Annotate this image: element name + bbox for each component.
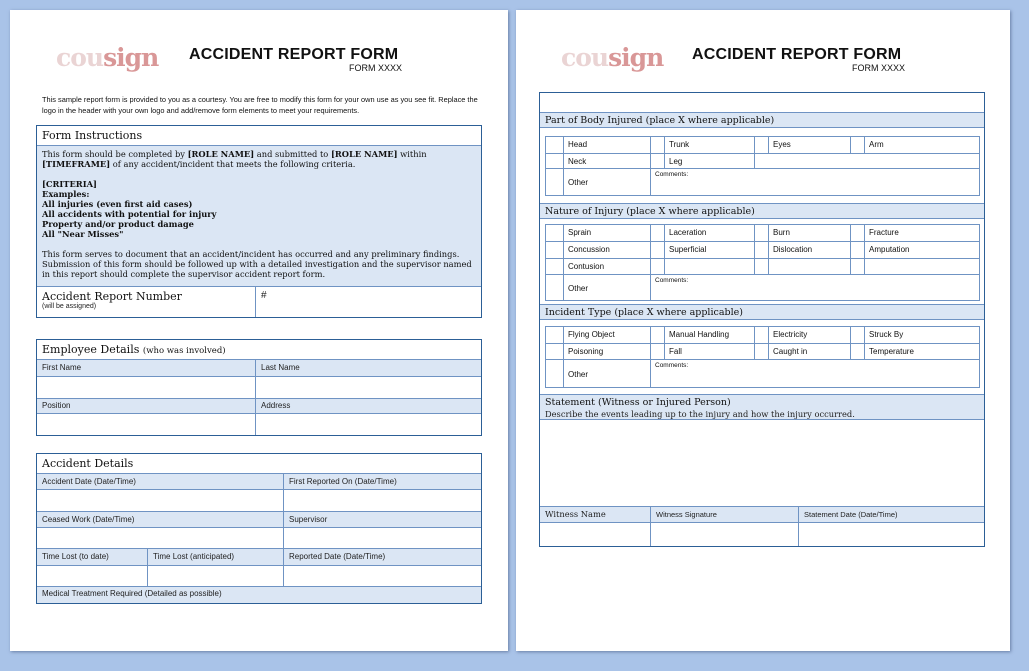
checkbox-other-incident[interactable] bbox=[546, 359, 563, 388]
form-number: FORM XXXX bbox=[349, 63, 403, 73]
checkbox-sprain[interactable] bbox=[546, 225, 563, 241]
option-other-nature: Other bbox=[563, 274, 651, 301]
medical-treatment-label: Medical Treatment Required (Detailed as possible) bbox=[42, 589, 222, 598]
accident-heading: Accident Details bbox=[42, 457, 134, 470]
ceased-work-field[interactable] bbox=[37, 528, 283, 549]
option-arm: Arm bbox=[864, 137, 980, 153]
first-name-field[interactable] bbox=[37, 377, 255, 399]
instructions-text: This form should be completed by [ROLE NAME] and submitted to [ROLE NAME] within [TIMEFRAME] of any accident/incident that meets the following criteria. [CRITERIA] Examples: All injuries (even first aid cases) All accidents with potential for injury Property and/or product damage All "Near Misses" This form serves to document that an accident/incident has occurred and any preliminary findings. Submission of this form should be followed up with a detailed investigation and the supervisor named in this report should complete the supervisor accident report form. bbox=[42, 149, 472, 279]
option-laceration: Laceration bbox=[664, 225, 755, 241]
first-reported-field[interactable] bbox=[283, 490, 481, 512]
address-field[interactable] bbox=[255, 414, 481, 435]
statement-textarea[interactable] bbox=[540, 419, 984, 507]
accident-section: Accident Details Accident Date (Date/Time) First Reported On (Date/Time) Ceased Work (Date/Time) Supervisor Time Lost (to date) Time Lost (anticipated) Reported Date (Date/Time) Medical Treatment Required (Detailed as possible) bbox=[36, 453, 482, 604]
option-trunk: Trunk bbox=[664, 137, 755, 153]
report-number-field[interactable]: # bbox=[255, 287, 481, 317]
option-contusion: Contusion bbox=[563, 258, 651, 275]
option-other-body: Other bbox=[563, 168, 651, 196]
checkbox-temperature[interactable] bbox=[850, 343, 865, 360]
checkbox-head[interactable] bbox=[546, 137, 563, 153]
checkbox-neck[interactable] bbox=[546, 153, 563, 169]
body-parts-grid bbox=[545, 136, 980, 196]
checkbox-fall[interactable] bbox=[650, 343, 665, 360]
option-concussion: Concussion bbox=[563, 241, 651, 259]
nature-comments-field[interactable]: Comments: bbox=[650, 274, 980, 301]
accident-date-field[interactable] bbox=[37, 490, 283, 512]
checkbox-other-body[interactable] bbox=[546, 168, 563, 196]
witness-name-field[interactable] bbox=[540, 523, 650, 546]
checkbox-burn[interactable] bbox=[754, 225, 769, 241]
checkbox-concussion[interactable] bbox=[546, 241, 563, 259]
option-burn: Burn bbox=[768, 225, 851, 241]
option-leg: Leg bbox=[664, 153, 755, 169]
statement-heading: Statement (Witness or Injured Person) bbox=[545, 397, 731, 408]
checkbox-amputation[interactable] bbox=[850, 241, 865, 259]
witness-signature-field[interactable] bbox=[650, 523, 799, 546]
option-temperature: Temperature bbox=[864, 343, 980, 360]
injury-report-container: Part of Body Injured (place X where applicable) Head Trunk Eyes Arm Neck Leg Other Comments: Nature of Injury (place X where applicable) Sprain Laceration Burn Fracture Concussion Superficial Dislocation Amputation Contusion Other Comments: Incident Type (place X where applicable) Flying Object Manual Handling Electricity Struck By Poisoning Fall Caught in Temperature Other Comments: Statement (Witness or Injured Person) Describe the events leading up to the injury and how the injury occurred. Witness Name Witness Signature Statement Date (Date/Time) bbox=[539, 92, 985, 547]
option-head: Head bbox=[563, 137, 651, 153]
incident-type-grid bbox=[545, 326, 980, 388]
checkbox-dislocation[interactable] bbox=[754, 241, 769, 259]
form-page-1 bbox=[10, 10, 508, 651]
supervisor-field[interactable] bbox=[283, 528, 481, 549]
checkbox-laceration[interactable] bbox=[650, 225, 665, 241]
checkbox-poisoning[interactable] bbox=[546, 343, 563, 360]
option-poisoning: Poisoning bbox=[563, 343, 651, 360]
option-dislocation: Dislocation bbox=[768, 241, 851, 259]
statement-description: Describe the events leading up to the injury and how the injury occurred. bbox=[545, 409, 855, 419]
option-other-incident: Other bbox=[563, 359, 651, 388]
option-caught-in: Caught in bbox=[768, 343, 851, 360]
form-title: ACCIDENT REPORT FORM bbox=[692, 46, 902, 63]
option-eyes: Eyes bbox=[768, 137, 851, 153]
checkbox-contusion[interactable] bbox=[546, 258, 563, 275]
checkbox-caught-in[interactable] bbox=[754, 343, 769, 360]
checkbox-manual-handling[interactable] bbox=[650, 327, 665, 343]
checkbox-electricity[interactable] bbox=[754, 327, 769, 343]
last-name-field[interactable] bbox=[255, 377, 481, 399]
option-neck: Neck bbox=[563, 153, 651, 169]
body-comments-field[interactable]: Comments: bbox=[650, 168, 980, 196]
form-title: ACCIDENT REPORT FORM bbox=[189, 46, 399, 63]
instructions-section: Form Instructions This form should be completed by [ROLE NAME] and submitted to [ROLE NAME] within [TIMEFRAME] of any accident/incident that meets the following criteria. [CRITERIA] Examples: All injuries (even first aid cases) All accidents with potential for injury Property and/or product damage All "Near Misses" This form serves to document that an accident/incident has occurred and any preliminary findings. Submission of this form should be followed up with a detailed investigation and the supervisor named in this report should complete the supervisor accident report form. Accident Report Number (will be assigned) # bbox=[36, 125, 482, 318]
employee-heading: Employee Details (who was involved) bbox=[42, 343, 226, 356]
checkbox-leg[interactable] bbox=[650, 153, 665, 169]
checkbox-superficial[interactable] bbox=[650, 241, 665, 259]
employee-section: Employee Details (who was involved) First Name Last Name Position Address bbox=[36, 339, 482, 436]
option-sprain: Sprain bbox=[563, 225, 651, 241]
statement-date-field[interactable] bbox=[798, 523, 984, 546]
option-flying-object: Flying Object bbox=[563, 327, 651, 343]
option-fall: Fall bbox=[664, 343, 755, 360]
incident-type-heading: Incident Type (place X where applicable) bbox=[545, 307, 743, 318]
time-lost-field[interactable] bbox=[37, 566, 147, 587]
time-lost-anticipated-field[interactable] bbox=[147, 566, 284, 587]
body-injured-heading: Part of Body Injured (place X where applicable) bbox=[545, 115, 775, 126]
report-number-label: Accident Report Number bbox=[42, 290, 182, 303]
instructions-heading: Form Instructions bbox=[42, 129, 143, 142]
form-page-2 bbox=[516, 10, 1010, 651]
option-struck-by: Struck By bbox=[864, 327, 980, 343]
checkbox-struck-by[interactable] bbox=[850, 327, 865, 343]
nature-injury-grid bbox=[545, 224, 980, 301]
position-field[interactable] bbox=[37, 414, 255, 435]
checkbox-arm[interactable] bbox=[850, 137, 865, 153]
reported-date-field[interactable] bbox=[283, 566, 481, 587]
company-logo: cousign bbox=[561, 43, 664, 72]
option-manual-handling: Manual Handling bbox=[664, 327, 755, 343]
company-logo: cousign bbox=[56, 43, 159, 72]
nature-injury-heading: Nature of Injury (place X where applicable) bbox=[545, 206, 755, 217]
incident-comments-field[interactable]: Comments: bbox=[650, 359, 980, 388]
form-number: FORM XXXX bbox=[852, 63, 906, 73]
option-amputation: Amputation bbox=[864, 241, 980, 259]
checkbox-trunk[interactable] bbox=[650, 137, 665, 153]
checkbox-fracture[interactable] bbox=[850, 225, 865, 241]
checkbox-flying-object[interactable] bbox=[546, 327, 563, 343]
option-superficial: Superficial bbox=[664, 241, 755, 259]
checkbox-other-nature[interactable] bbox=[546, 274, 563, 301]
checkbox-eyes[interactable] bbox=[754, 137, 769, 153]
option-fracture: Fracture bbox=[864, 225, 980, 241]
intro-text: This sample report form is provided to you as a courtesy. You are free to modify this form for your own use as you see fit. Replace the logo in the header with your own logo and add/remove form elements to meet your requirements. bbox=[42, 95, 478, 115]
option-electricity: Electricity bbox=[768, 327, 851, 343]
